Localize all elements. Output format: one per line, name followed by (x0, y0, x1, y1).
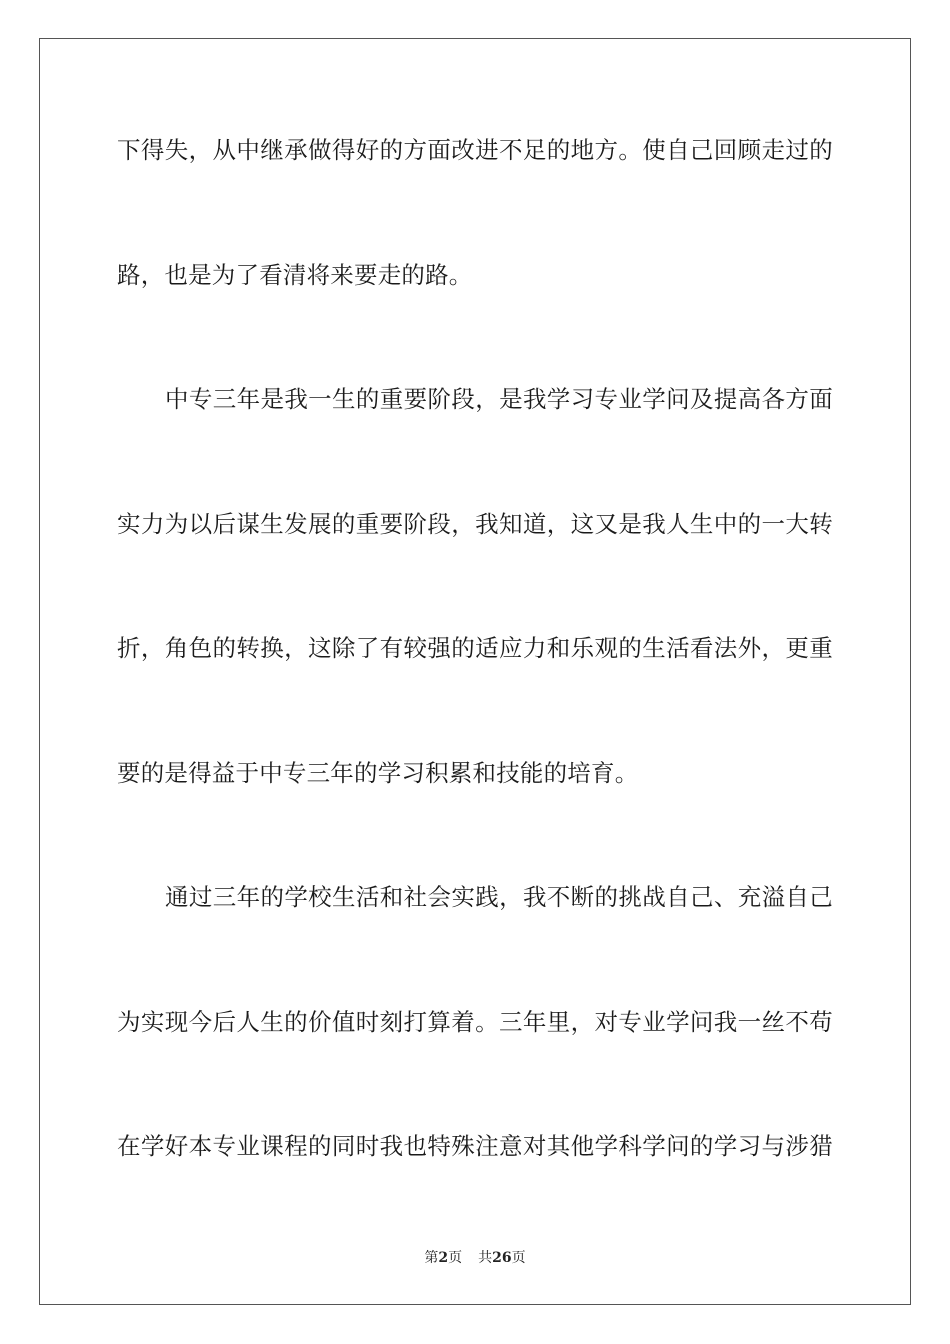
text-line: 实力为以后谋生发展的重要阶段，我知道，这又是我人生中的一大转 (117, 510, 833, 538)
page-prefix: 第 (424, 1250, 439, 1266)
total-unit: 页 (511, 1250, 526, 1266)
page-unit: 页 (448, 1250, 463, 1266)
page-footer (0, 1247, 950, 1267)
text-line: 为实现今后人生的价值时刻打算着。三年里，对专业学问我一丝不苟 (117, 1008, 833, 1036)
text-line: 折，角色的转换，这除了有较强的适应力和乐观的生活看法外，更重 (117, 634, 833, 662)
total-prefix: 共 (478, 1250, 493, 1266)
text-line: 路，也是为了看清将来要走的路。 (117, 261, 473, 289)
total-pages-number: 26 (492, 1250, 512, 1266)
text-line: 下得失，从中继承做得好的方面改进不足的地方。使自己回顾走过的 (117, 136, 833, 164)
paragraph-first-line: 中专三年是我一生的重要阶段，是我学习专业学问及提高各方面 (165, 385, 833, 413)
text-line: 要的是得益于中专三年的学习积累和技能的培育。 (117, 759, 639, 787)
page-border (39, 38, 911, 1305)
paragraph-first-line: 通过三年的学校生活和社会实践，我不断的挑战自己、充溢自己 (165, 883, 833, 911)
current-page-number: 2 (438, 1250, 449, 1266)
text-line: 在学好本专业课程的同时我也特殊注意对其他学科学问的学习与涉猎 (117, 1132, 833, 1160)
